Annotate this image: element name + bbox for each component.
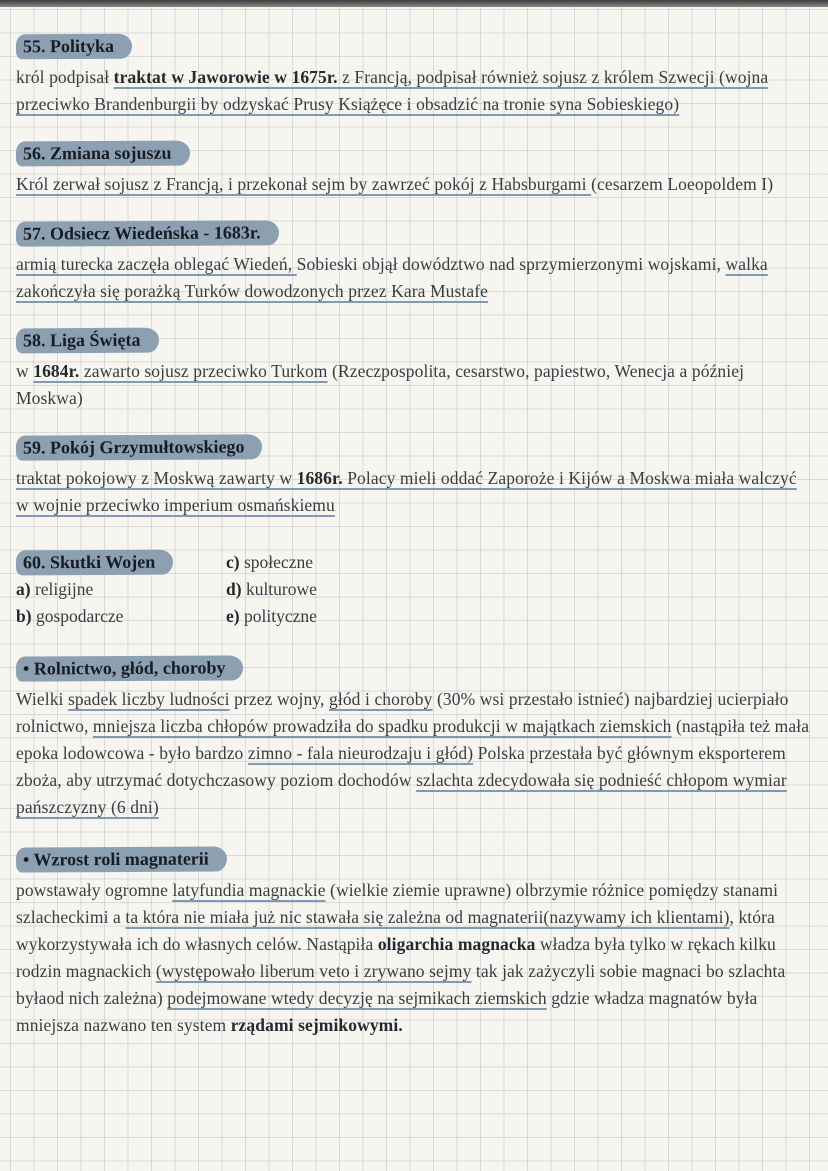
- heading-row: [16, 549, 226, 576]
- section-heading: 60. Skutki Wojen: [16, 550, 173, 576]
- text-segment: , która wykorzystywała ich do własnych celów. Nastąpiła: [16, 907, 775, 954]
- section-55-polityka: [16, 34, 812, 118]
- list-marker: c): [226, 552, 240, 572]
- text-segment: 1684r.: [33, 361, 80, 381]
- list-marker: d): [226, 579, 242, 599]
- heading-row: [16, 847, 812, 874]
- text-segment: w: [16, 361, 34, 381]
- text-segment: spadek liczby ludności: [68, 689, 230, 709]
- list-marker: e): [226, 606, 240, 626]
- list-marker: b): [16, 606, 32, 626]
- text-segment: Wielki: [16, 689, 68, 709]
- list-item: [16, 603, 226, 630]
- section-56-zmiana-sojuszu: [16, 141, 812, 198]
- section-heading: 55. Polityka: [16, 34, 132, 60]
- text-segment: traktat pokojowy z Moskwą zawarty w: [16, 468, 297, 488]
- text-segment: walka zakończyła się porażką Turków dowodzonych przez Kara Mustafe: [16, 254, 768, 301]
- list-text: kulturowe: [245, 579, 317, 599]
- text-segment: 1686r.: [296, 468, 343, 488]
- section-heading: 58. Liga Święta: [16, 328, 159, 354]
- section-wzrost-roli-magnaterii: [16, 847, 812, 1039]
- section-59-pokoj-grzymultowskiego: [16, 435, 812, 519]
- paragraph: [16, 171, 812, 198]
- list-text: polityczne: [243, 606, 317, 626]
- text-segment: podejmowane wtedy decyzję na sejmikach ziemskich: [167, 988, 547, 1008]
- text-segment: (występowało liberum veto i zrywano sejmy: [155, 961, 472, 981]
- section-58-liga-swieta: [16, 328, 812, 412]
- text-segment: tak jak zażyczyli sobie magnaci bo szlachta byłaod nich zależna): [16, 961, 786, 1008]
- text-segment: mniejsza liczba chłopów prowadziła do spadku produkcji w majątkach ziemskich: [92, 716, 672, 736]
- text-segment: (30% wsi przestało istnieć) najbardziej ucierpiało rolnictwo,: [16, 689, 789, 736]
- text-segment: władza była tylko w rękach kilku rodzin magnackich: [16, 934, 776, 981]
- text-segment: armią turecka zaczęła oblegać Wiedeń,: [16, 254, 297, 274]
- text-segment: oligarchia magnacka: [377, 934, 536, 954]
- text-segment: ta która nie miała już nic stawała się zależna od magnaterii(nazywamy ich klientami): [125, 907, 730, 927]
- text-segment: Król zerwał sojusz z Francją, i przekonał sejm by zawrzeć pokój z Habsburgami: [16, 174, 592, 194]
- text-segment: (Rzeczpospolita, cesarstwo, papiestwo, Wenecja a później Moskwa): [16, 361, 745, 408]
- text-segment: król podpisał: [16, 67, 114, 87]
- section-57-odsiecz-wiedenska: [16, 221, 812, 305]
- list-item: [226, 549, 812, 576]
- list-item: [226, 603, 812, 630]
- heading-row: [16, 328, 812, 355]
- section-heading: 59. Pokój Grzymułtowskiego: [16, 434, 263, 460]
- paragraph: [16, 686, 812, 821]
- paragraph: [16, 877, 812, 1039]
- list-item: [226, 576, 812, 603]
- heading-row: [16, 34, 812, 61]
- text-segment: latyfundia magnackie: [172, 880, 326, 900]
- paragraph: [16, 64, 812, 118]
- text-segment: przez wojny,: [229, 689, 330, 709]
- text-segment: (wielkie ziemie uprawne) olbrzymie różnice pomiędzy stanami szlacheckimi a: [16, 880, 779, 927]
- text-segment: szlachta zdecydowała się podnieść chłopom wymiar pańszczyzny (6 dni): [16, 770, 787, 817]
- text-segment: zawarto sojusz przeciwko Turkom: [79, 361, 328, 381]
- heading-row: [16, 221, 812, 248]
- list-item: [16, 576, 226, 603]
- text-segment: z Francją, podpisał również sojusz z królem Szwecji (wojna przeciwko Brandenburgii by odzyskać Prusy Książęce i obsadzić na tronie syna Sobieskiego): [16, 67, 769, 114]
- paragraph: [16, 358, 812, 412]
- section-heading: 56. Zmiana sojuszu: [16, 141, 190, 167]
- heading-row: [16, 141, 812, 168]
- heading-row: [16, 656, 812, 683]
- list-text: religijne: [34, 579, 94, 599]
- text-segment: głód i choroby: [329, 689, 433, 709]
- section-heading: • Wzrost roli magnaterii: [16, 846, 227, 872]
- section-rolnictwo-glod-choroby: [16, 656, 812, 821]
- paragraph: [16, 465, 812, 519]
- section-heading: 57. Odsiecz Wiedeńska - 1683r.: [16, 220, 279, 246]
- text-segment: powstawały ogromne: [16, 880, 173, 900]
- list-marker: a): [16, 579, 31, 599]
- text-segment: rządami sejmikowymi.: [230, 1015, 403, 1035]
- paragraph: [16, 251, 812, 305]
- list-text: społeczne: [243, 552, 313, 572]
- text-segment: gdzie władza magnatów była mniejsza nazwano ten system: [16, 988, 758, 1035]
- text-segment: zimno - fala nieurodzaju i głód): [247, 743, 474, 763]
- text-segment: Sobieski objął dowództwo nad sprzymierzonymi wojskami,: [296, 254, 726, 274]
- text-segment: Polska przestała być głównym eksporterem zboża, aby utrzymać dotychczasowy poziom dochodów: [16, 743, 786, 790]
- section-heading: • Rolnictwo, głód, choroby: [16, 655, 244, 681]
- text-segment: Polacy mieli oddać Zaporoże i Kijów a Moskwa miała walczyć w wojnie przeciwko imperium osmańskiemu: [16, 468, 797, 515]
- text-segment: (nastąpiła też mała epoka lodowcowa - było bardzo: [16, 716, 810, 763]
- section-60-skutki-wojen: [16, 549, 812, 630]
- text-segment: (cesarzem Loeopoldem I): [591, 174, 774, 194]
- list-text: gospodarcze: [35, 606, 124, 626]
- page-top-edge: [0, 0, 828, 7]
- heading-row: [16, 435, 812, 462]
- text-segment: traktat w Jaworowie w 1675r.: [113, 67, 338, 87]
